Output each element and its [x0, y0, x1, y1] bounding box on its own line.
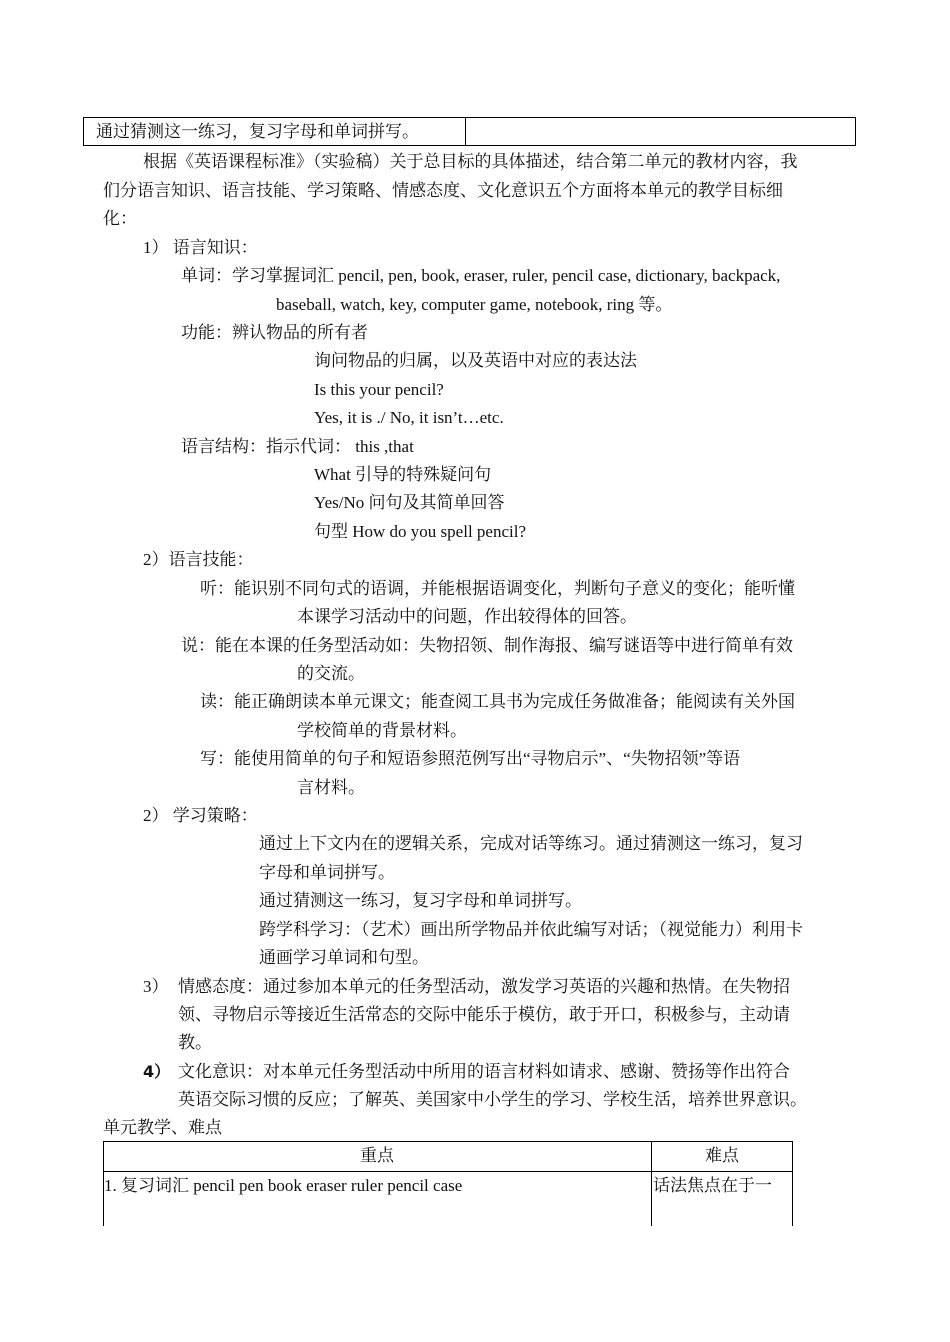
structure-item: 句型 How do you spell pencil? [314, 522, 526, 541]
key-points-table [103, 1141, 793, 1226]
key-points-heading: 单元教学、难点 [103, 1118, 222, 1137]
attitude-line-2: 领、寻物启示等接近生活常态的交际中能乐于模仿，敢于开口，积极参与，主动请 [178, 1005, 790, 1024]
attitude-line-3: 教。 [178, 1033, 212, 1052]
top-table-divider [465, 118, 466, 145]
strategy-line: 跨学科学习：（艺术）画出所学物品并依此编写对话；（视觉能力）利用卡 [259, 920, 803, 939]
function-label: 功能：辨认物品的所有者 [181, 323, 368, 342]
strategy-line: 字母和单词拼写。 [259, 863, 395, 882]
table-cell-key: 1. 复习词汇 pencil pen book eraser ruler pencil case [104, 1176, 463, 1195]
structure-item: Yes/No 问句及其简单回答 [314, 493, 505, 512]
listen-line-1: 听：能识别不同句式的语调，并能根据语调变化，判断句子意义的变化；能听懂 [200, 579, 795, 598]
structure-item: What 引导的特殊疑问句 [314, 465, 492, 484]
structure-label: 语言结构：指示代词： this ,that [181, 437, 414, 456]
intro-line-2: 们分语言知识、语言技能、学习策略、情感态度、文化意识五个方面将本单元的教学目标细 [103, 181, 783, 200]
table-border-top [103, 1141, 793, 1142]
read-line-1: 读：能正确朗读本单元课文；能查阅工具书为完成任务做准备；能阅读有关外国 [200, 692, 795, 711]
culture-line-2: 英语交际习惯的反应；了解英、美国家中小学生的学习、学校生活，培养世界意识。 [178, 1090, 807, 1109]
function-item: Yes, it is ./ No, it isn’t…etc. [314, 408, 504, 427]
strategy-line: 通过上下文内在的逻辑关系，完成对话等练习。通过猜测这一练习，复习 [259, 834, 803, 853]
section3-heading: 2） 学习策略： [143, 806, 258, 825]
vocab-line-1: 单词：学习掌握词汇 pencil, pen, book, eraser, ruler, pencil case, dictionary, backpack, [181, 266, 781, 285]
strategy-line: 通画学习单词和句型。 [259, 948, 429, 967]
function-item: 询问物品的归属，以及英语中对应的表达法 [314, 351, 637, 370]
table-header-difficult: 难点 [705, 1146, 739, 1165]
table-header-border [103, 1171, 793, 1172]
top-table [83, 117, 856, 146]
section4-number: 3） [143, 977, 169, 996]
speak-line-1: 说：能在本课的任务型活动如：失物招领、制作海报、编写谜语等中进行简单有效 [181, 636, 793, 655]
strategy-line: 通过猜测这一练习，复习字母和单词拼写。 [259, 891, 582, 910]
table-border-right [792, 1141, 793, 1226]
table-cell-difficult: 话法焦点在于一 [653, 1176, 772, 1195]
listen-line-2: 本课学习活动中的问题，作出较得体的回答。 [297, 607, 637, 626]
intro-line-3: 化： [103, 209, 137, 228]
section1-heading: 1） 语言知识： [143, 238, 258, 257]
speak-line-2: 的交流。 [297, 664, 365, 683]
write-line-1: 写：能使用简单的句子和短语参照范例写出“寻物启示”、“失物招领”等语 [200, 749, 741, 768]
top-table-left-cell: 通过猜测这一练习，复习字母和单词拼写。 [96, 122, 419, 141]
section2-heading: 2）语言技能： [143, 550, 254, 569]
vocab-line-2: baseball, watch, key, computer game, notebook, ring 等。 [276, 295, 673, 314]
culture-line-1: 文化意识：对本单元任务型活动中所用的语言材料如请求、感谢、赞扬等作出符合 [178, 1062, 790, 1081]
section5-number: 4） [143, 1062, 171, 1081]
table-header-key: 重点 [360, 1146, 394, 1165]
write-line-2: 言材料。 [297, 778, 365, 797]
function-item: Is this your pencil? [314, 380, 444, 399]
read-line-2: 学校简单的背景材料。 [297, 721, 467, 740]
intro-line-1: 根据《英语课程标准》（实验稿）关于总目标的具体描述，结合第二单元的教材内容，我 [143, 152, 798, 171]
attitude-line-1: 情感态度：通过参加本单元的任务型活动，激发学习英语的兴趣和热情。在失物招 [178, 977, 790, 996]
